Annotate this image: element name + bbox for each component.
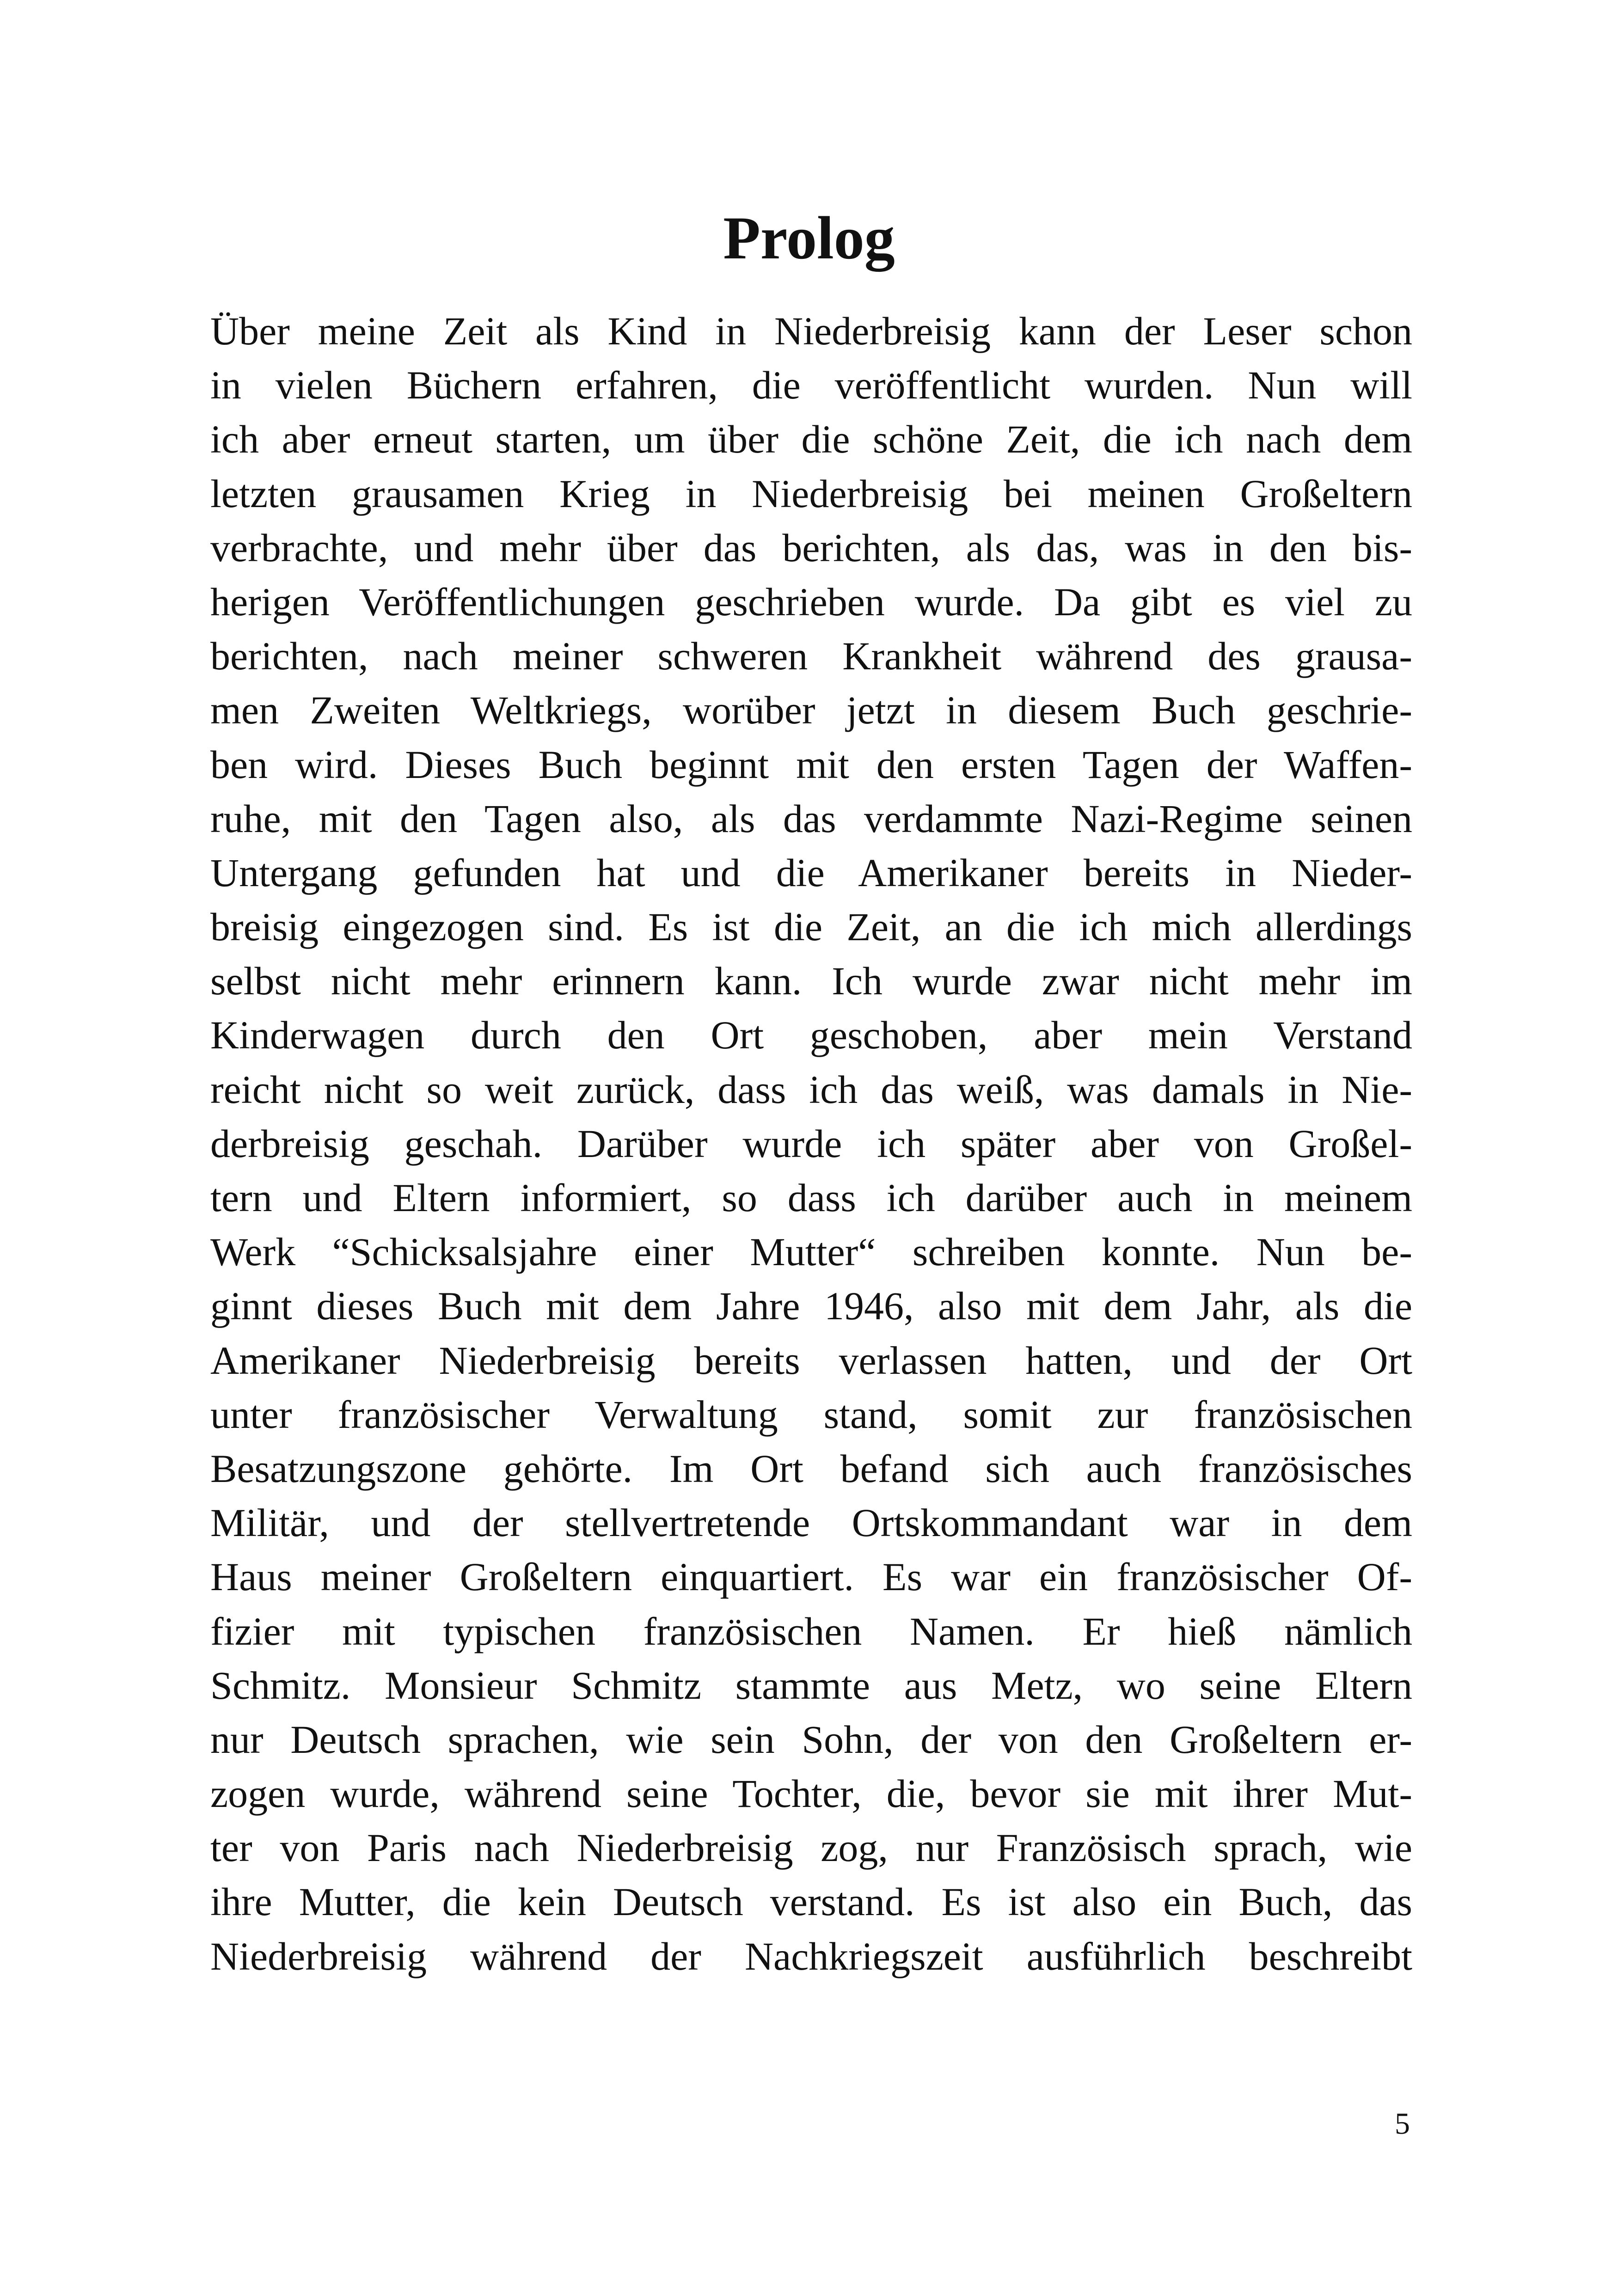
- body-line: Schmitz. Monsieur Schmitz stammte aus Metz, wo seine Eltern: [210, 1663, 1412, 1708]
- page-number: 5: [1395, 2107, 1410, 2141]
- body-line: reicht nicht so weit zurück, dass ich das weiß, was damals in Nie-: [210, 1067, 1412, 1112]
- body-line: verbrachte, und mehr über das berichten, als das, was in den bis-: [210, 525, 1412, 570]
- body-line: Militär, und der stellvertretende Ortskommandant war in dem: [210, 1500, 1412, 1545]
- body-line: tern und Eltern informiert, so dass ich darüber auch in meinem: [210, 1176, 1412, 1220]
- body-line: in vielen Büchern erfahren, die veröffentlicht wurden. Nun will: [210, 363, 1412, 408]
- body-line: zogen wurde, während seine Tochter, die, bevor sie mit ihrer Mut-: [210, 1771, 1412, 1816]
- body-line: fizier mit typischen französischen Namen. Er hieß nämlich: [210, 1609, 1412, 1653]
- body-line: Haus meiner Großeltern einquartiert. Es war ein französischer Of-: [210, 1555, 1412, 1599]
- body-line: ich aber erneut starten, um über die schöne Zeit, die ich nach dem: [210, 417, 1412, 462]
- body-line: Besatzungszone gehörte. Im Ort befand sich auch französisches: [210, 1446, 1412, 1491]
- body-line: selbst nicht mehr erinnern kann. Ich wurde zwar nicht mehr im: [210, 959, 1412, 1004]
- body-line: Werk “Schicksalsjahre einer Mutter“ schreiben konnte. Nun be-: [210, 1230, 1412, 1274]
- body-line: breisig eingezogen sind. Es ist die Zeit, an die ich mich allerdings: [210, 905, 1412, 949]
- body-line: ben wird. Dieses Buch beginnt mit den ersten Tagen der Waffen-: [210, 742, 1412, 787]
- body-line: ter von Paris nach Niederbreisig zog, nur Französisch sprach, wie: [210, 1825, 1412, 1870]
- body-line: ihre Mutter, die kein Deutsch verstand. Es ist also ein Buch, das: [210, 1880, 1412, 1924]
- chapter-body: [210, 304, 1412, 1984]
- body-line: men Zweiten Weltkriegs, worüber jetzt in diesem Buch geschrie-: [210, 688, 1412, 733]
- body-line: Kinderwagen durch den Ort geschoben, aber mein Verstand: [210, 1013, 1412, 1058]
- body-line: ruhe, mit den Tagen also, als das verdammte Nazi-Regime seinen: [210, 796, 1412, 841]
- body-line: unter französischer Verwaltung stand, somit zur französischen: [210, 1392, 1412, 1437]
- chapter-title: Prolog: [723, 204, 895, 272]
- body-line: Amerikaner Niederbreisig bereits verlassen hatten, und der Ort: [210, 1338, 1412, 1383]
- body-line: Niederbreisig während der Nachkriegszeit ausführlich beschreibt: [210, 1934, 1412, 1978]
- body-line: berichten, nach meiner schweren Krankheit während des grausa-: [210, 634, 1412, 679]
- body-line: herigen Veröffentlichungen geschrieben wurde. Da gibt es viel zu: [210, 579, 1412, 624]
- body-line: nur Deutsch sprachen, wie sein Sohn, der von den Großeltern er-: [210, 1717, 1412, 1762]
- body-line: derbreisig geschah. Darüber wurde ich später aber von Großel-: [210, 1121, 1412, 1166]
- body-line: ginnt dieses Buch mit dem Jahre 1946, also mit dem Jahr, als die: [210, 1284, 1412, 1329]
- body-line: Untergang gefunden hat und die Amerikaner bereits in Nieder-: [210, 850, 1412, 895]
- body-line: letzten grausamen Krieg in Niederbreisig bei meinen Großeltern: [210, 471, 1412, 516]
- body-line: Über meine Zeit als Kind in Niederbreisig kann der Leser schon: [210, 309, 1412, 353]
